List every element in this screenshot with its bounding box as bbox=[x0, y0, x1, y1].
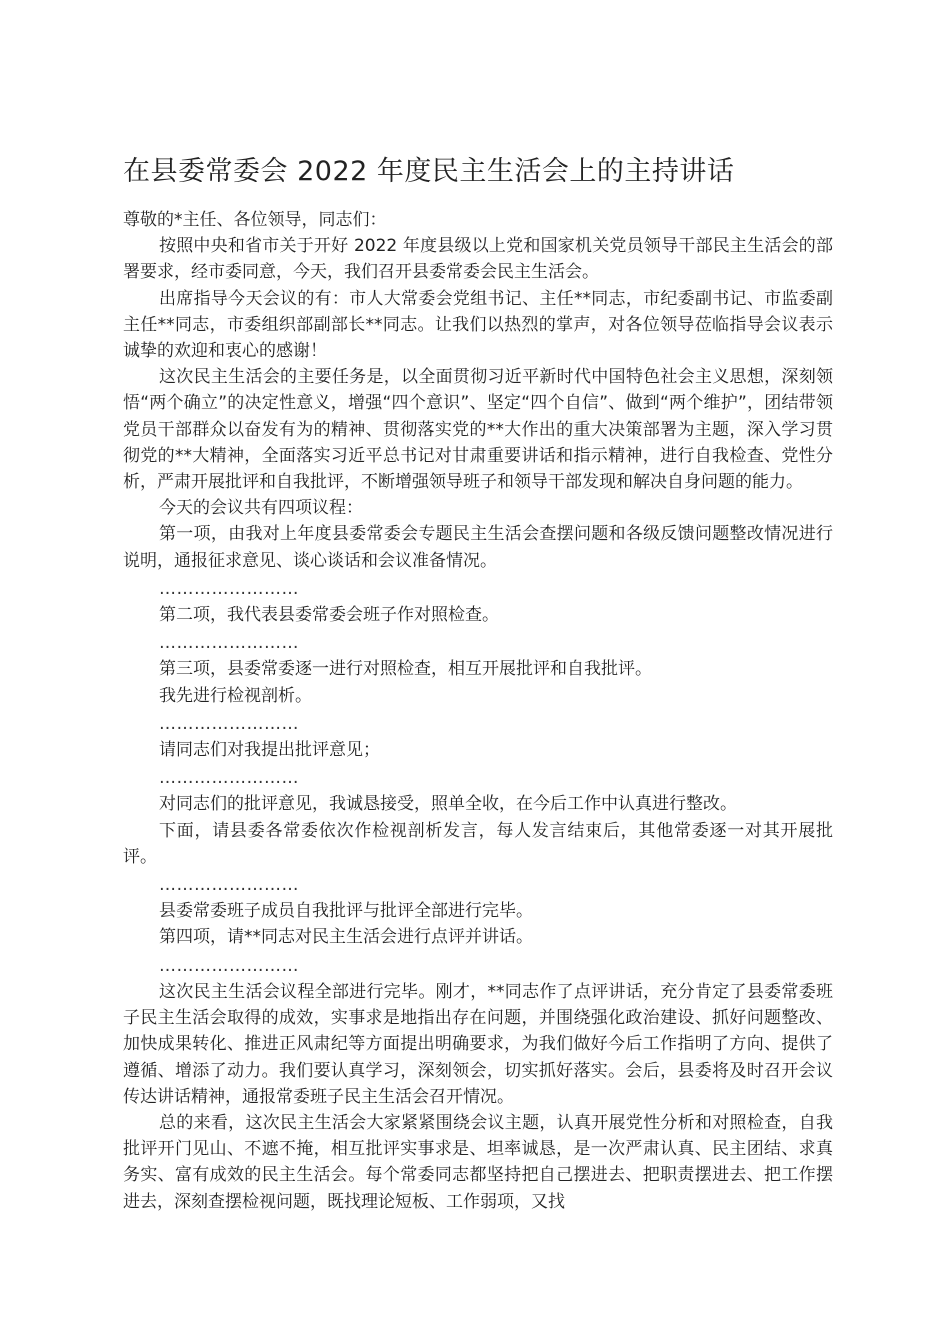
paragraph: 按照中央和省市关于开好 2022 年度县级以上党和国家机关党员领导干部民主生活会的部署要求，经市委同意，今天，我们召开县委常委会民主生活会。 bbox=[123, 236, 833, 283]
paragraph: 第四项，请**同志对民主生活会进行点评并讲话。 bbox=[159, 927, 533, 948]
ellipsis-placeholder: …………………… bbox=[159, 875, 299, 896]
paragraph: 第一项，由我对上年度县委常委会专题民主生活会查摆问题和各级反馈问题整改情况进行说明，通报征求意见、谈心谈话和会议准备情况。 bbox=[123, 524, 833, 571]
document-title: 在县委常委会 2022 年度民主生活会上的主持讲话 bbox=[123, 156, 735, 187]
paragraph: 第二项，我代表县委常委会班子作对照检查。 bbox=[159, 605, 499, 626]
paragraph: 我先进行检视剖析。 bbox=[159, 685, 312, 706]
paragraph: 这次民主生活会的主要任务是，以全面贯彻习近平新时代中国特色社会主义思想，深刻领悟“两个确立”的决定性意义，增强“四个意识”、坚定“四个自信”、做到“两个维护”，团结带领党员干部群众以奋发有为的精神、贯彻落实党的**大作出的重大决策部署为主题，深入学习贯彻党的**大精神，全面落实习近平总书记对甘肃重要讲话和指示精神，进行自我检查、党性分析，严肃开展批评和自我批评，不断增强领导班子和领导干部发现和解决自身问题的能力。 bbox=[123, 367, 833, 493]
paragraph: 县委常委班子成员自我批评与批评全部进行完毕。 bbox=[159, 901, 533, 922]
ellipsis-placeholder: …………………… bbox=[159, 955, 299, 976]
ellipsis-placeholder: …………………… bbox=[159, 633, 299, 654]
ellipsis-placeholder: …………………… bbox=[159, 768, 299, 789]
paragraph: 这次民主生活会议程全部进行完毕。刚才，**同志作了点评讲话，充分肯定了县委常委班子民主生活会取得的成效，实事求是地指出存在问题，并围绕强化政治建设、抓好问题整改、加快成果转化、推进正风肃纪等方面提出明确要求，为我们做好今后工作指明了方向、提供了遵循、增添了动力。我们要认真学习，深刻领会，切实抓好落实。会后，县委将及时召开会议传达讲话精神，通报常委班子民主生活会召开情况。 bbox=[123, 981, 833, 1107]
paragraph: 出席指导今天会议的有：市人大常委会党组书记、主任**同志，市纪委副书记、市监委副主任**同志，市委组织部副部长**同志。让我们以热烈的掌声，对各位领导莅临指导会议表示诚挚的欢迎和衷心的感谢！ bbox=[123, 288, 833, 362]
paragraph: 请同志们对我提出批评意见； bbox=[159, 740, 380, 761]
salutation: 尊敬的*主任、各位领导，同志们： bbox=[123, 210, 387, 230]
paragraph: 总的来看，这次民主生活会大家紧紧围绕会议主题，认真开展党性分析和对照检查，自我批评开门见山、不遮不掩，相互批评实事求是、坦率诚恳，是一次严肃认真、民主团结、求真务实、富有成效的民主生活会。每个常委同志都坚持把自己摆进去、把职责摆进去、把工作摆进去，深刻查摆检视问题，既找理论短板、工作弱项，又找 bbox=[123, 1112, 833, 1212]
paragraph: 下面，请县委各常委依次作检视剖析发言，每人发言结束后，其他常委逐一对其开展批评。 bbox=[123, 820, 833, 867]
ellipsis-placeholder: …………………… bbox=[159, 578, 299, 599]
paragraph: 第三项，县委常委逐一进行对照检查，相互开展批评和自我批评。 bbox=[159, 659, 652, 680]
document-body bbox=[123, 207, 833, 1215]
ellipsis-placeholder: …………………… bbox=[159, 713, 299, 734]
paragraph: 对同志们的批评意见，我诚恳接受，照单全收，在今后工作中认真进行整改。 bbox=[159, 794, 737, 815]
paragraph: 今天的会议共有四项议程： bbox=[159, 498, 363, 519]
